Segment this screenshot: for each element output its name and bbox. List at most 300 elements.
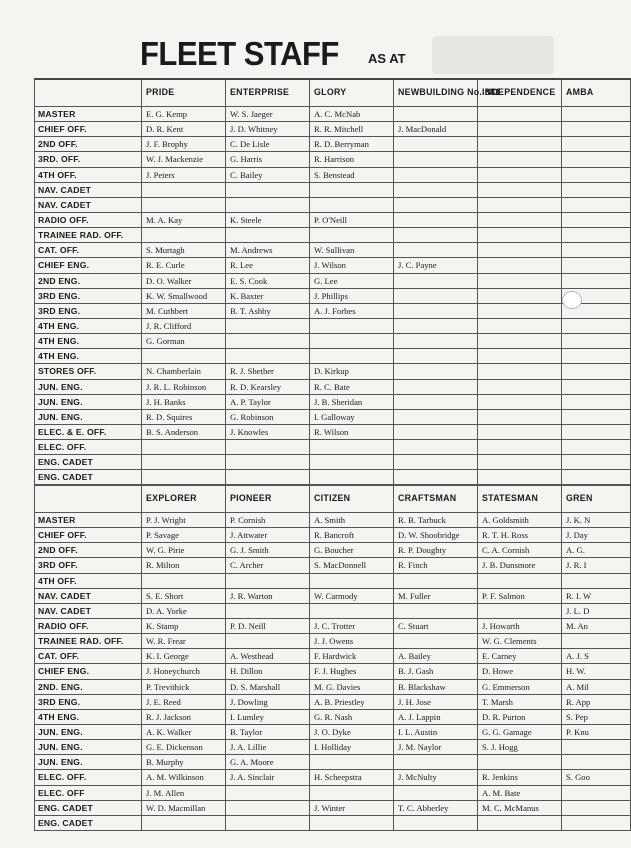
crew-cell: C. A. Cornish (478, 543, 562, 558)
crew-cell (478, 137, 562, 152)
table-row (35, 513, 631, 528)
crew-cell: N. Chamberlain (142, 364, 226, 379)
crew-cell: B. Blackshaw (394, 679, 478, 694)
table-row (35, 364, 631, 379)
crew-cell: G. Gorman (142, 334, 226, 349)
crew-cell (394, 303, 478, 318)
crew-cell: J. Attwater (226, 528, 310, 543)
crew-cell: R. Bancroft (310, 528, 394, 543)
crew-cell (394, 197, 478, 212)
table-row (35, 740, 631, 755)
rank-label: JUN. ENG. (35, 755, 142, 770)
crew-cell: J. R. I (562, 558, 631, 573)
table-row (35, 440, 631, 455)
table-row (35, 724, 631, 739)
crew-cell (142, 197, 226, 212)
crew-cell: I. L. Austin (394, 724, 478, 739)
crew-cell (562, 197, 631, 212)
crew-cell (478, 379, 562, 394)
crew-cell (142, 470, 226, 485)
crew-cell (310, 573, 394, 588)
crew-cell: S. Pep (562, 709, 631, 724)
crew-cell: D. S. Marshall (226, 679, 310, 694)
crew-cell (394, 424, 478, 439)
rank-label: MASTER (35, 107, 142, 122)
crew-cell (562, 394, 631, 409)
rank-label: 4TH ENG. (35, 334, 142, 349)
crew-cell (562, 785, 631, 800)
crew-cell (478, 394, 562, 409)
crew-cell: R. D. Squires (142, 409, 226, 424)
rank-label: NAV. CADET (35, 182, 142, 197)
crew-cell (394, 152, 478, 167)
crew-cell: J. Knowles (226, 424, 310, 439)
rank-label: CHIEF OFF. (35, 122, 142, 137)
crew-cell (226, 349, 310, 364)
table-row (35, 455, 631, 470)
fleet-table-bottom (34, 484, 631, 831)
crew-cell: R. B. Tarbuck (394, 513, 478, 528)
rank-label: 4TH OFF. (35, 573, 142, 588)
table-row (35, 770, 631, 785)
crew-cell (226, 455, 310, 470)
ship-header-row (35, 79, 631, 107)
crew-cell (562, 379, 631, 394)
crew-cell: G. Robinson (226, 409, 310, 424)
rank-label: 4TH OFF. (35, 167, 142, 182)
crew-cell: G. J. Smith (226, 543, 310, 558)
ship-name-header: AMBA (562, 79, 631, 107)
crew-cell: J. F. Brophy (142, 137, 226, 152)
crew-cell: R. Finch (394, 558, 478, 573)
crew-cell: R. J. Jackson (142, 709, 226, 724)
crew-cell: T. C. Abberley (394, 800, 478, 815)
crew-cell (226, 334, 310, 349)
table-row (35, 709, 631, 724)
crew-cell: G. Boucher (310, 543, 394, 558)
crew-cell: T. Marsh (478, 694, 562, 709)
crew-cell: S. E. Short (142, 588, 226, 603)
crew-cell (562, 167, 631, 182)
rank-label: 3RD ENG. (35, 303, 142, 318)
crew-cell (394, 573, 478, 588)
crew-cell (478, 303, 562, 318)
crew-cell (562, 455, 631, 470)
rank-label: 2ND ENG. (35, 273, 142, 288)
crew-cell (310, 470, 394, 485)
table-row (35, 228, 631, 243)
fleet-table-top (34, 78, 631, 486)
ship-header-row (35, 485, 631, 513)
rank-label: ELEC. OFF. (35, 440, 142, 455)
crew-cell (394, 243, 478, 258)
table-row (35, 424, 631, 439)
table-row (35, 528, 631, 543)
crew-cell: A. M. Wilkinson (142, 770, 226, 785)
crew-cell (394, 288, 478, 303)
crew-cell: J. H. Jose (394, 694, 478, 709)
table-row (35, 694, 631, 709)
crew-cell: R. Harrison (310, 152, 394, 167)
header-corner (35, 79, 142, 107)
crew-cell (394, 318, 478, 333)
crew-cell: R. Jenkins (478, 770, 562, 785)
crew-cell: F. J. Hughes (310, 664, 394, 679)
crew-cell (478, 288, 562, 303)
table-row (35, 212, 631, 227)
crew-cell: K. Baxter (226, 288, 310, 303)
table-row (35, 379, 631, 394)
crew-cell (310, 349, 394, 364)
crew-cell: J. B. Sheridan (310, 394, 394, 409)
crew-cell: J. Honeychurch (142, 664, 226, 679)
crew-cell: J. Winter (310, 800, 394, 815)
table-row (35, 303, 631, 318)
crew-cell (226, 318, 310, 333)
crew-cell: W. G. Clements (478, 634, 562, 649)
table-row (35, 197, 631, 212)
ship-name-header: EXPLORER (142, 485, 226, 513)
crew-cell: P. D. Neill (226, 618, 310, 633)
crew-cell (226, 197, 310, 212)
rank-label: NAV. CADET (35, 197, 142, 212)
rank-label: TRAINEE RAD. OFF. (35, 634, 142, 649)
crew-cell (478, 815, 562, 830)
crew-cell (478, 107, 562, 122)
rank-label: JUN. ENG. (35, 724, 142, 739)
rank-label: RADIO OFF. (35, 618, 142, 633)
crew-cell: C. Bailey (226, 167, 310, 182)
crew-cell: C. De Lisle (226, 137, 310, 152)
crew-cell (478, 424, 562, 439)
crew-cell: A. M. Bate (478, 785, 562, 800)
crew-cell: A. Smith (310, 513, 394, 528)
crew-cell (310, 182, 394, 197)
table-row (35, 543, 631, 558)
crew-cell (562, 258, 631, 273)
rank-label: ENG. CADET (35, 455, 142, 470)
crew-cell: S. Murtagh (142, 243, 226, 258)
crew-cell: J. C. Trotter (310, 618, 394, 633)
crew-cell (478, 152, 562, 167)
crew-cell: G. Lee (310, 273, 394, 288)
crew-cell (310, 318, 394, 333)
crew-cell (562, 212, 631, 227)
table-row (35, 152, 631, 167)
crew-cell (394, 107, 478, 122)
ship-name-header: ENTERPRISE (226, 79, 310, 107)
crew-cell: G. E. Dickenson (142, 740, 226, 755)
crew-cell: A. K. Walker (142, 724, 226, 739)
table-row (35, 273, 631, 288)
table-row (35, 288, 631, 303)
table-row (35, 679, 631, 694)
crew-cell (394, 349, 478, 364)
crew-cell: E. Carney (478, 649, 562, 664)
crew-cell (142, 455, 226, 470)
crew-cell (394, 603, 478, 618)
rank-label: ENG. CADET (35, 800, 142, 815)
rank-label: 3RD ENG. (35, 288, 142, 303)
table-row (35, 470, 631, 485)
crew-cell: R. T. H. Ross (478, 528, 562, 543)
crew-cell (478, 364, 562, 379)
crew-cell: S. MacDonnell (310, 558, 394, 573)
crew-cell: J. R. L. Robinson (142, 379, 226, 394)
crew-cell (226, 815, 310, 830)
table-row (35, 107, 631, 122)
ship-name-header: STATESMAN (478, 485, 562, 513)
table-row (35, 558, 631, 573)
crew-cell: P. Knu (562, 724, 631, 739)
crew-cell: G. Harris (226, 152, 310, 167)
crew-cell (394, 634, 478, 649)
page-title: FLEET STAFF (140, 34, 339, 73)
crew-cell (310, 603, 394, 618)
crew-cell (394, 364, 478, 379)
crew-cell (310, 228, 394, 243)
crew-cell: M. An (562, 618, 631, 633)
crew-cell: W. G. Pirie (142, 543, 226, 558)
rank-label: 3RD. OFF. (35, 152, 142, 167)
crew-cell (310, 440, 394, 455)
crew-cell (562, 228, 631, 243)
crew-cell: R. I. W (562, 588, 631, 603)
crew-cell (394, 137, 478, 152)
crew-cell: J. R. Clifford (142, 318, 226, 333)
redacted-date-area (432, 36, 554, 74)
crew-cell (394, 394, 478, 409)
crew-cell (226, 228, 310, 243)
crew-cell: J. C. Payne (394, 258, 478, 273)
crew-cell: J. Howarth (478, 618, 562, 633)
crew-cell: J. J. Owens (310, 634, 394, 649)
rank-label: STORES OFF. (35, 364, 142, 379)
rank-label: 2ND OFF. (35, 543, 142, 558)
rank-label: 4TH ENG. (35, 709, 142, 724)
crew-cell: B. J. Gash (394, 664, 478, 679)
crew-cell (478, 349, 562, 364)
crew-cell: M. Cuthbert (142, 303, 226, 318)
crew-cell: J. M. Naylor (394, 740, 478, 755)
crew-cell (394, 212, 478, 227)
crew-cell: M. Fuller (394, 588, 478, 603)
crew-cell: B. Murphy (142, 755, 226, 770)
crew-cell (142, 228, 226, 243)
crew-cell: J. L. D (562, 603, 631, 618)
crew-cell: E. S. Cook (226, 273, 310, 288)
crew-cell (310, 197, 394, 212)
table-row (35, 243, 631, 258)
crew-cell: G. G. Gamage (478, 724, 562, 739)
rank-label: JUN. ENG. (35, 740, 142, 755)
crew-cell (562, 755, 631, 770)
crew-cell: J. Dowling (226, 694, 310, 709)
crew-cell: A. C. McNab (310, 107, 394, 122)
crew-cell (226, 182, 310, 197)
table-row (35, 603, 631, 618)
crew-cell (562, 800, 631, 815)
crew-cell (142, 815, 226, 830)
crew-cell: W. R. Frear (142, 634, 226, 649)
crew-cell: A. Bailey (394, 649, 478, 664)
crew-cell: S. Goo (562, 770, 631, 785)
crew-cell: M. G. Davies (310, 679, 394, 694)
crew-cell (562, 152, 631, 167)
crew-cell: P. Trevithick (142, 679, 226, 694)
crew-cell (310, 785, 394, 800)
header-corner (35, 485, 142, 513)
crew-cell (394, 334, 478, 349)
crew-cell (394, 409, 478, 424)
crew-cell: G. A. Moore (226, 755, 310, 770)
crew-cell: W. D. Macmillan (142, 800, 226, 815)
crew-cell (478, 318, 562, 333)
crew-cell: A. G. (562, 543, 631, 558)
crew-cell (142, 349, 226, 364)
crew-cell: J. MacDonald (394, 122, 478, 137)
crew-cell (562, 318, 631, 333)
crew-cell: K. W. Smallwood (142, 288, 226, 303)
crew-cell: B. T. Ashby (226, 303, 310, 318)
crew-cell: M. A. Kay (142, 212, 226, 227)
table-row (35, 394, 631, 409)
crew-cell (562, 440, 631, 455)
rank-label: ELEC. OFF (35, 785, 142, 800)
rank-label: MASTER (35, 513, 142, 528)
crew-cell (226, 603, 310, 618)
crew-cell: W. J. Mackenzie (142, 152, 226, 167)
crew-cell: P. Cornish (226, 513, 310, 528)
crew-cell (478, 122, 562, 137)
crew-cell (478, 440, 562, 455)
ship-name-header: INDEPENDENCE (478, 79, 562, 107)
crew-cell: H. Scheepstra (310, 770, 394, 785)
crew-cell: K. I. George (142, 649, 226, 664)
crew-cell (394, 470, 478, 485)
crew-cell (562, 409, 631, 424)
crew-cell: D. O. Walker (142, 273, 226, 288)
ship-name-header: GREN (562, 485, 631, 513)
crew-cell (562, 634, 631, 649)
crew-cell: D. Kirkup (310, 364, 394, 379)
rank-label: TRAINEE RAD. OFF. (35, 228, 142, 243)
crew-cell (226, 800, 310, 815)
crew-cell (394, 167, 478, 182)
rank-label: 4TH ENG. (35, 318, 142, 333)
punch-hole (562, 291, 582, 309)
ship-name-header: GLORY (310, 79, 394, 107)
crew-cell: C. Stuart (394, 618, 478, 633)
crew-cell: R. D. Kearsley (226, 379, 310, 394)
rank-label: 3RD OFF. (35, 558, 142, 573)
rank-label: 3RD ENG. (35, 694, 142, 709)
crew-cell: I. Lumley (226, 709, 310, 724)
crew-cell: J. McNulty (394, 770, 478, 785)
table-row (35, 588, 631, 603)
crew-cell (562, 107, 631, 122)
table-row (35, 318, 631, 333)
crew-cell: F. Hardwick (310, 649, 394, 664)
crew-cell: J. Phillips (310, 288, 394, 303)
crew-cell (394, 440, 478, 455)
crew-cell: A. J. Forbes (310, 303, 394, 318)
crew-cell: R. App (562, 694, 631, 709)
crew-cell: W. Sullivan (310, 243, 394, 258)
crew-cell (394, 815, 478, 830)
crew-cell (478, 573, 562, 588)
crew-cell (562, 334, 631, 349)
crew-cell: P. J. Wright (142, 513, 226, 528)
table-row (35, 409, 631, 424)
crew-cell: P. Savage (142, 528, 226, 543)
crew-cell: R. E. Curle (142, 258, 226, 273)
crew-cell: J. Day (562, 528, 631, 543)
rank-label: CAT. OFF. (35, 243, 142, 258)
crew-cell (310, 815, 394, 830)
crew-cell: D. A. Yorke (142, 603, 226, 618)
crew-cell (478, 273, 562, 288)
crew-cell (394, 379, 478, 394)
crew-cell: J. A. Sinclair (226, 770, 310, 785)
rank-label: ELEC. & E. OFF. (35, 424, 142, 439)
crew-cell: D. R. Purton (478, 709, 562, 724)
crew-cell (394, 785, 478, 800)
crew-cell: J. D. Whitney (226, 122, 310, 137)
rank-label: CHIEF OFF. (35, 528, 142, 543)
table-row (35, 334, 631, 349)
crew-cell: J. Wilson (310, 258, 394, 273)
crew-cell: R. Milton (142, 558, 226, 573)
crew-cell (478, 258, 562, 273)
crew-cell: M. C. McManus (478, 800, 562, 815)
crew-cell: C. Archer (226, 558, 310, 573)
crew-cell: J. B. Dunsmore (478, 558, 562, 573)
crew-cell (562, 349, 631, 364)
crew-cell (478, 212, 562, 227)
crew-cell: B. S. Anderson (142, 424, 226, 439)
table-row (35, 182, 631, 197)
table-row (35, 755, 631, 770)
crew-cell: I. Galloway (310, 409, 394, 424)
crew-cell: R. Lee (226, 258, 310, 273)
crew-cell (394, 455, 478, 470)
rank-label: CHIEF ENG. (35, 258, 142, 273)
crew-cell: A. B. Priestley (310, 694, 394, 709)
crew-cell (478, 182, 562, 197)
crew-cell (394, 182, 478, 197)
rank-label: JUN. ENG. (35, 394, 142, 409)
crew-cell (478, 334, 562, 349)
as-at-label: AS AT (368, 51, 406, 66)
crew-cell: M. Andrews (226, 243, 310, 258)
crew-cell: W. S. Jaeger (226, 107, 310, 122)
table-row (35, 634, 631, 649)
crew-cell: R. J. Shether (226, 364, 310, 379)
crew-cell (562, 364, 631, 379)
crew-cell: D. W. Shoobridge (394, 528, 478, 543)
crew-cell: S. J. Hogg (478, 740, 562, 755)
rank-label: JUN. ENG. (35, 379, 142, 394)
table-row (35, 785, 631, 800)
crew-cell (562, 573, 631, 588)
table-row (35, 618, 631, 633)
crew-cell: G. R. Nash (310, 709, 394, 724)
crew-cell: H. Dillon (226, 664, 310, 679)
crew-cell: J. E. Reed (142, 694, 226, 709)
crew-cell (562, 137, 631, 152)
crew-cell: A. Goldsmith (478, 513, 562, 528)
